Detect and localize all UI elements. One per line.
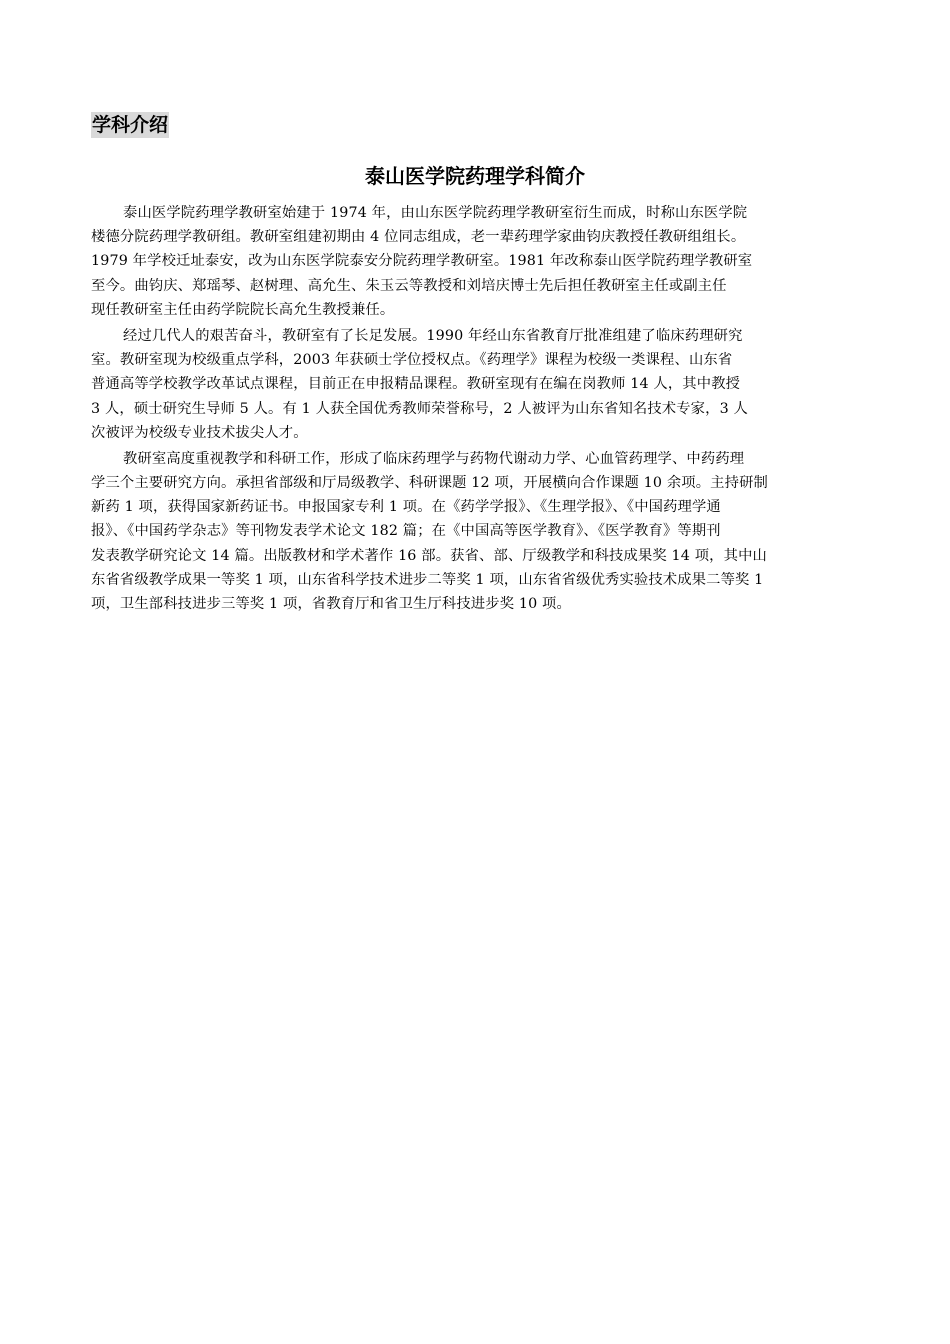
paragraph-line: 普通高等学校教学改革试点课程，目前正在申报精品课程。教研室现有在编在岗教师 14 人，其中教授 xyxy=(91,376,741,393)
paragraph-line: 经过几代人的艰苦奋斗，教研室有了长足发展。1990 年经山东省教育厅批准组建了临床药理研究 xyxy=(123,327,743,344)
document-title: 泰山医学院药理学科简介 xyxy=(365,164,585,188)
paragraph-line: 报》、《中国药学杂志》等刊物发表学术论文 182 篇；在《中国高等医学教育》、《医学教育》等期刊 xyxy=(91,523,721,540)
paragraph-line: 次被评为校级专业技术拔尖人才。 xyxy=(91,424,308,441)
paragraph-line: 1979 年学校迁址泰安，改为山东医学院泰安分院药理学教研室。1981 年改称泰山医学院药理学教研室 xyxy=(91,253,753,270)
paragraph-research xyxy=(91,447,861,616)
paragraph-line: 室。教研室现为校级重点学科，2003 年获硕士学位授权点。《药理学》课程为校级一类课程、山东省 xyxy=(91,352,733,369)
paragraph-line: 现任教研室主任由药学院院长高允生教授兼任。 xyxy=(91,301,395,318)
paragraph-line: 楼德分院药理学教研组。教研室组建初期由 4 位同志组成，老一辈药理学家曲钧庆教授任教研组组长。 xyxy=(91,229,746,246)
paragraph-line: 至今。曲钧庆、郑瑶琴、赵树理、高允生、朱玉云等教授和刘培庆博士先后担任教研室主任或副主任 xyxy=(91,277,727,294)
paragraph-development xyxy=(91,324,861,445)
body-text xyxy=(91,201,861,618)
paragraph-history xyxy=(91,201,861,322)
section-heading: 学科介绍 xyxy=(92,114,169,136)
paragraph-line: 教研室高度重视教学和科研工作，形成了临床药理学与药物代谢动力学、心血管药理学、中药药理 xyxy=(123,450,745,467)
paragraph-line: 项，卫生部科技进步三等奖 1 项，省教育厅和省卫生厅科技进步奖 10 项。 xyxy=(91,596,571,612)
paragraph-line: 学三个主要研究方向。承担省部级和厅局级教学、科研课题 12 项，开展横向合作课题 10 余项。主持研制 xyxy=(91,475,768,492)
paragraph-line: 3 人，硕士研究生导师 5 人。有 1 人获全国优秀教师荣誉称号，2 人被评为山东省知名技术专家，3 人 xyxy=(91,400,748,417)
paragraph-line: 新药 1 项，获得国家新药证书。申报国家专利 1 项。在《药学学报》、《生理学报》、《中国药理学通 xyxy=(91,499,721,516)
paragraph-line: 泰山医学院药理学教研室始建于 1974 年，由山东医学院药理学教研室衍生而成，时称山东医学院 xyxy=(123,205,748,221)
paragraph-line: 东省省级教学成果一等奖 1 项，山东省科学技术进步二等奖 1 项，山东省省级优秀实验技术成果二等奖 1 xyxy=(91,571,764,588)
paragraph-line: 发表教学研究论文 14 篇。出版教材和学术著作 16 部。获省、部、厅级教学和科技成果奖 14 项，其中山 xyxy=(91,547,767,564)
